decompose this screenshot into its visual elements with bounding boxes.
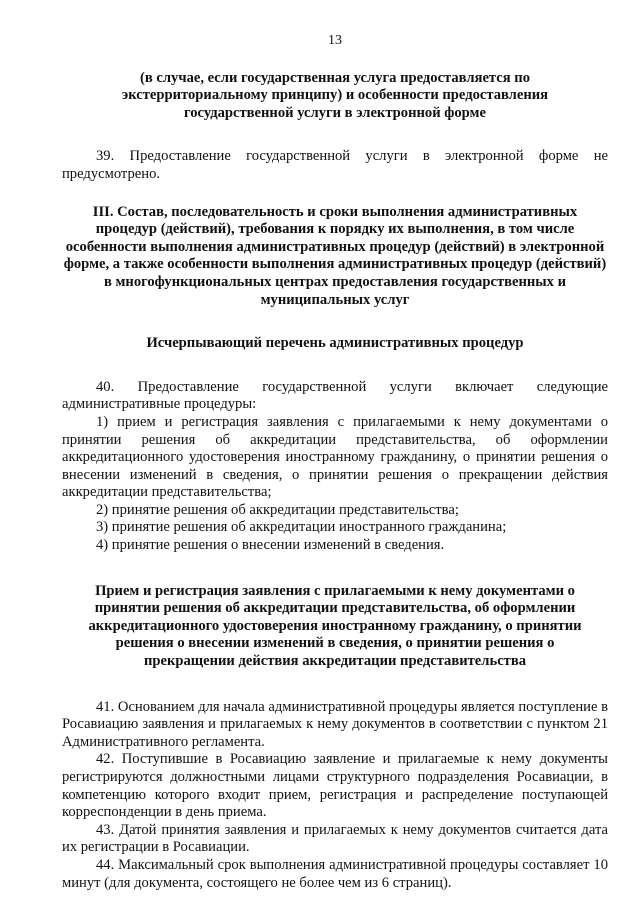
paragraph-39: 39. Предоставление государственной услуги в электронной форме не предусмотрено.	[62, 148, 608, 182]
list-item-4: 4) принятие решения о внесении изменений в сведения.	[96, 537, 445, 554]
heading-electronic-form: (в случае, если государственная услуга предоставляется по экстерриториальному принципу) и особенности предоставления государственной услуги в электронной форме	[121, 69, 549, 121]
page-number: 13	[328, 33, 342, 48]
paragraph-42: 42. Поступившие в Росавиацию заявление и прилагаемые к нему документы регистрируются должностными лицами структурного подразделения Росавиации, в компетенцию которого входит прием, регистрация и распределение поступающей корреспонденции в день приема.	[62, 751, 608, 821]
subtitle-reception: Прием и регистрация заявления с прилагаемыми к нему документами о принятии решения об аккредитации представительства, об оформлении аккредитационного удостоверения иностранному гражданину, о принятии решения о внесении изменений в сведения, о принятии решения о прекращении действия аккредитации представительства	[88, 582, 582, 670]
list-item-2: 2) принятие решения об аккредитации представительства;	[96, 501, 459, 518]
paragraph-44: 44. Максимальный срок выполнения административной процедуры составляет 10 минут (для документа, состоящего не более чем из 6 страниц).	[62, 856, 608, 891]
page-content	[62, 32, 608, 892]
list-item-3: 3) принятие решения об аккредитации иностранного гражданина;	[96, 519, 507, 536]
paragraph-43: 43. Датой принятия заявления и прилагаемых к нему документов считается дата их регистрации в Росавиации.	[62, 821, 608, 856]
paragraph-40-intro: 40. Предоставление государственной услуги включает следующие административные процедуры:	[62, 378, 608, 413]
subtitle-procedures-list: Исчерпывающий перечень административных процедур	[146, 335, 524, 352]
list-item-1: 1) прием и регистрация заявления с прилагаемыми к нему документами о принятии решения об аккредитации представительства, об оформлении аккредитационного удостоверения иностранному гражданину, о принятии решения о внесении изменений в сведения, о принятии решения о прекращении действия аккредитации представительства;	[62, 413, 608, 501]
paragraph-41: 41. Основанием для начала административной процедуры является поступление в Росавиацию заявления и прилагаемых к нему документов в соответствии с пунктом 21 Административного регламента.	[62, 698, 608, 750]
section-title: III. Состав, последовательность и сроки выполнения административных процедур (действий), требования к порядку их выполнения, в том числе особенности выполнения административных процедур (действий) в электронной форме, а также особенности выполнения административных процедур (действий) в многофункциональных центрах предоставления государственных и муниципальных услуг	[63, 203, 607, 308]
